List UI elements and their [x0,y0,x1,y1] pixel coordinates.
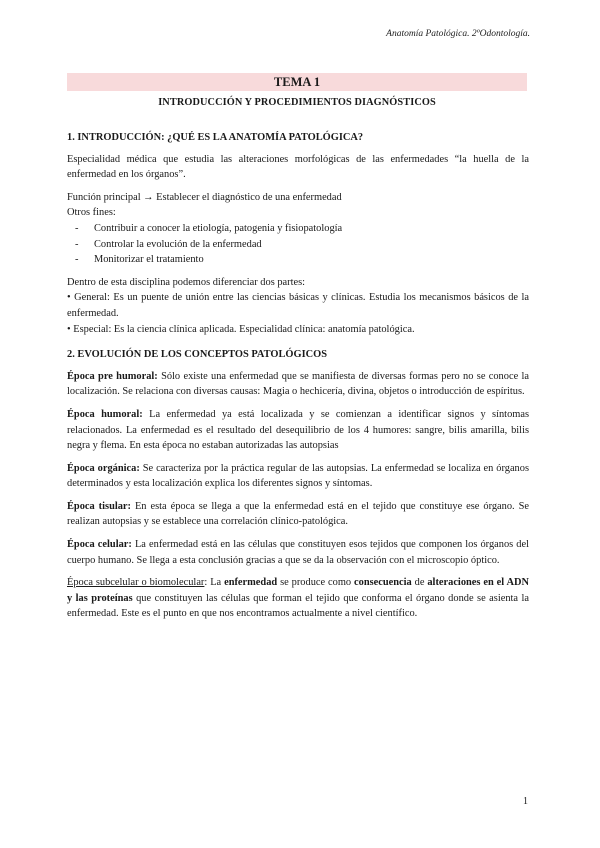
dash-marker: - [75,238,79,250]
parts-list [67,290,529,337]
section-2-heading: 2. EVOLUCIÓN DE LOS CONCEPTOS PATOLÓGICOS [67,349,327,361]
era-paragraph: Época tisular: En esta época se llega a que la enfermedad está en el tejido que constituye ese órgano. Se realizan autopsias y se establece una correlación clínico-patológica. [67,500,529,528]
definition-paragraph: Especialidad médica que estudia las alteraciones morfológicas de las enfermedades “la huella de la enfermedad en los órganos”. [67,153,529,181]
list-item: - Monitorizar el tratamiento [67,252,529,268]
list-item: - Controlar la evolución de la enfermedad [67,237,529,253]
page-title: TEMA 1 [67,73,527,91]
era-label: Época pre humoral: [67,370,158,382]
dash-marker: - [75,254,79,266]
bullet-marker: • [67,323,71,335]
bullet-marker: • [67,292,71,304]
running-header: Anatomía Patológica. 2ºOdontología. [386,29,530,39]
era-paragraph: Época orgánica: Se caracteriza por la práctica regular de las autopsias. La enfermedad se localiza en órganos determinados y esta localización explica los diferentes signos y síntomas. [67,462,529,490]
parts-intro: Dentro de esta disciplina podemos diferenciar dos partes: [67,276,306,288]
era-paragraph: Época pre humoral: Sólo existe una enfermedad que se manifiesta de diversas formas pero no se conoce la localización. Se relaciona con diversas causas: Magia o hechicería, divina, objetos o introducción de espíritus. [67,370,529,398]
list-item: - Contribuir a conocer la etiología, patogenia y fisiopatología [67,221,529,237]
list-item: • General: Es un puente de unión entre las ciencias básicas y clínicas. Estudia los mecanismos básicos de la enfermedad. [67,292,529,319]
era-paragraph-biomolecular: Época subcelular o biomolecular: La enfermedad se produce como consecuencia de alteraciones en el ADN y las proteínas que constituyen las células que forman el tejido que conforma el órgano donde se asienta la enfermedad. Este es el punto en que nos encontramos actualmente a nivel científico. [67,577,529,620]
list-item: • Especial: Es la ciencia clínica aplicada. Especialidad clínica: anatomía patológica. [67,323,415,335]
era-label: Época orgánica: [67,462,140,474]
era-paragraph: Época humoral: La enfermedad ya está localizada y se comienzan a identificar signos y síntomas relacionados. La enfermedad es el resultado del desequilibrio de los 4 humores: sangre, bilis amarilla, bilis negra y flema. En esta época no estaban autorizadas las autopsias [67,408,530,452]
era-label: Época tisular: [67,500,131,512]
era-label: Época celular: [67,539,132,551]
other-aims-label: Otros fines: [67,207,116,219]
era-paragraph: Época celular: La enfermedad está en las células que constituyen esos tejidos que componen los órganos del cuerpo humano. Se llega a esta conclusión gracias a que se da la observación con el microscopio óptico. [67,539,529,566]
dash-marker: - [75,222,79,234]
era-label: Época subcelular o biomolecular [67,577,205,589]
section-1-heading: 1. INTRODUCCIÓN: ¿QUÉ ES LA ANATOMÍA PATOLÓGICA? [67,132,364,143]
body-content [67,124,529,629]
page-subtitle: INTRODUCCIÓN Y PROCEDIMIENTOS DIAGNÓSTICOS [158,97,436,108]
page-number: 1 [523,796,528,807]
era-label: Época humoral: [67,408,143,420]
main-function-line: Función principal → Establecer el diagnóstico de una enfermedad [67,191,342,203]
other-aims-list [67,221,529,268]
